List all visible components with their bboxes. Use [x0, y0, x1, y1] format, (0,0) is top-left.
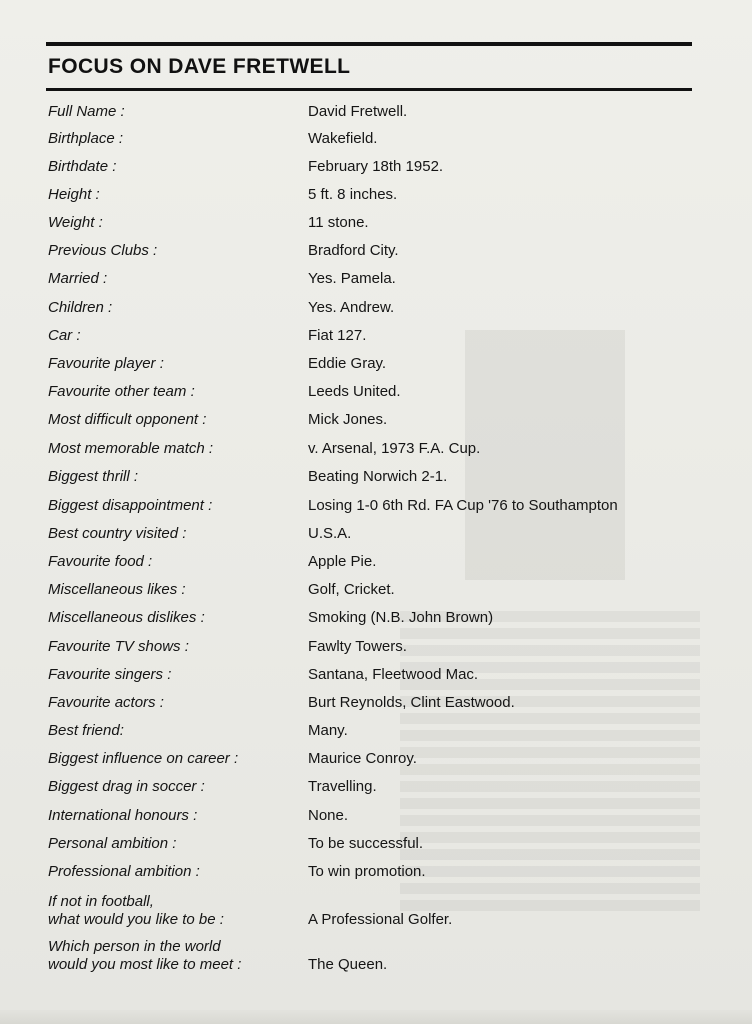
- profile-label: Married :: [48, 270, 108, 287]
- profile-label: Favourite TV shows :: [48, 638, 189, 655]
- profile-label: Favourite other team :: [48, 383, 195, 400]
- profile-label: Children :: [48, 299, 113, 316]
- profile-label: Most memorable match :: [48, 440, 214, 457]
- profile-value: To win promotion.: [308, 863, 426, 880]
- profile-value: Yes. Andrew.: [308, 299, 395, 316]
- profile-value: Losing 1-0 6th Rd. FA Cup '76 to Southampton: [308, 497, 618, 514]
- profile-label: Height :: [48, 186, 100, 203]
- profile-value: Eddie Gray.: [308, 355, 387, 372]
- profile-label: Favourite food :: [48, 553, 153, 570]
- profile-value: Golf, Cricket.: [308, 581, 395, 598]
- profile-value: February 18th 1952.: [308, 158, 444, 175]
- profile-label: Biggest drag in soccer :: [48, 778, 205, 795]
- profile-value: Santana, Fleetwood Mac.: [308, 666, 479, 683]
- profile-label: Full Name :: [48, 103, 125, 120]
- profile-value: Fawlty Towers.: [308, 638, 407, 655]
- profile-label: Biggest thrill :: [48, 468, 139, 485]
- profile-label: Favourite actors :: [48, 694, 164, 711]
- profile-value: U.S.A.: [308, 525, 352, 542]
- profile-value: Burt Reynolds, Clint Eastwood.: [308, 694, 515, 711]
- profile-value: David Fretwell.: [308, 103, 408, 120]
- profile-value: 5 ft. 8 inches.: [308, 186, 398, 203]
- profile-label: Which person in the world would you most like to meet :: [48, 938, 242, 973]
- profile-value: Leeds United.: [308, 383, 401, 400]
- profile-label: Birthplace :: [48, 130, 124, 147]
- profile-value: Beating Norwich 2-1.: [308, 468, 448, 485]
- profile-label: Weight :: [48, 214, 103, 231]
- profile-label: Favourite player :: [48, 355, 164, 372]
- profile-label: Professional ambition :: [48, 863, 200, 880]
- profile-value: A Professional Golfer.: [308, 911, 453, 928]
- profile-value: To be successful.: [308, 835, 424, 852]
- profile-value: 11 stone.: [308, 214, 369, 231]
- page-title: FOCUS ON DAVE FRETWELL: [48, 55, 351, 78]
- profile-value: Wakefield.: [308, 130, 378, 147]
- profile-value: Many.: [308, 722, 348, 739]
- profile-value: v. Arsenal, 1973 F.A. Cup.: [308, 440, 481, 457]
- profile-label: International honours :: [48, 807, 198, 824]
- profile-label: Most difficult opponent :: [48, 411, 207, 428]
- profile-value: Maurice Conroy.: [308, 750, 417, 767]
- profile-label: Birthdate :: [48, 158, 117, 175]
- profile-label: Personal ambition :: [48, 835, 177, 852]
- profile-label: Miscellaneous likes :: [48, 581, 186, 598]
- profile-value: Yes. Pamela.: [308, 270, 396, 287]
- profile-value: Apple Pie.: [308, 553, 377, 570]
- profile-label: Best friend:: [48, 722, 124, 739]
- profile-value: Travelling.: [308, 778, 377, 795]
- profile-value: The Queen.: [308, 956, 388, 973]
- profile-label: If not in football, what would you like to be :: [48, 893, 224, 928]
- profile-label: Biggest disappointment :: [48, 497, 213, 514]
- profile-label: Miscellaneous dislikes :: [48, 609, 205, 626]
- profile-value: Smoking (N.B. John Brown): [308, 609, 494, 626]
- profile-label: Best country visited :: [48, 525, 187, 542]
- profile-value: Bradford City.: [308, 242, 399, 259]
- profile-label: Biggest influence on career :: [48, 750, 239, 767]
- profile-label: Favourite singers :: [48, 666, 172, 683]
- profile-value: Fiat 127.: [308, 327, 367, 344]
- profile-label: Car :: [48, 327, 81, 344]
- profile-value: Mick Jones.: [308, 411, 388, 428]
- page-bottom-edge: [0, 1010, 752, 1024]
- profile-label: Previous Clubs :: [48, 242, 158, 259]
- profile-value: None.: [308, 807, 349, 824]
